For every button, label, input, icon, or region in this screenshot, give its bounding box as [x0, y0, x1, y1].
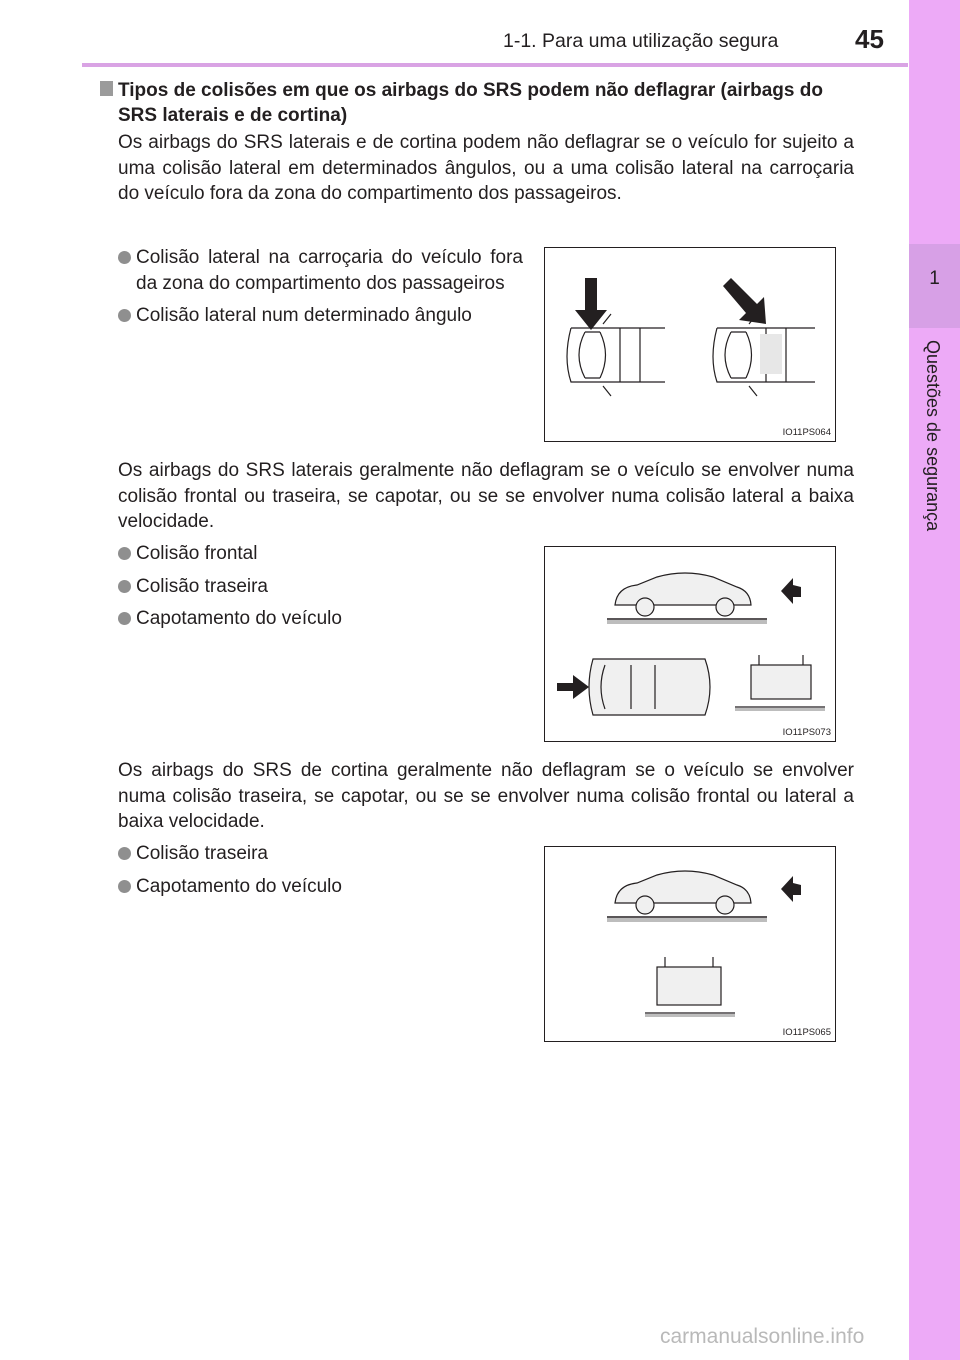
round-bullet-icon — [118, 847, 131, 860]
list-item-text: Capotamento do veículo — [136, 608, 342, 629]
figure-frontal-rear-rollover — [544, 546, 836, 742]
figure-code: IO11PS073 — [782, 727, 831, 738]
arrow-diagonal-icon — [723, 278, 766, 324]
figure-code: IO11PS065 — [782, 1027, 831, 1038]
running-header: 1-1. Para uma utilização segura — [503, 30, 779, 52]
round-bullet-icon — [118, 547, 131, 560]
list-item — [118, 841, 518, 867]
list-item-text: Colisão traseira — [136, 575, 268, 597]
curtain-airbag-paragraph: Os airbags do SRS de cortina geralmente não deflagram se o veículo se envolver numa colisão traseira, se capotar, ou se se envolver numa colisão frontal ou lateral a baixa velocidade. — [118, 760, 854, 832]
figure-code: IO11PS064 — [782, 427, 831, 438]
list-item — [118, 245, 523, 296]
round-bullet-icon — [118, 880, 131, 893]
section-heading — [100, 78, 860, 128]
section-heading-text: Tipos de colisões em que os airbags do SRS podem não deflagrar (airbags do SRS laterais e de cortina) — [118, 80, 823, 126]
list-item-text: Capotamento do veículo — [136, 875, 342, 897]
arrow-left-icon — [781, 876, 801, 902]
square-bullet-icon — [100, 81, 113, 96]
side-collision-list — [118, 245, 523, 336]
car-top-view-illustration — [545, 248, 835, 441]
intro-paragraph: Os airbags do SRS laterais e de cortina podem não deflagrar se o veículo for sujeito a uma colisão lateral em determinados ângulos, ou a uma colisão lateral na carroçaria do veículo fora da zona do compartimento dos passageiros. — [118, 132, 854, 204]
arrow-right-icon — [557, 675, 589, 699]
side-airbag-paragraph: Os airbags do SRS laterais geralmente não deflagram se o veículo se envolver numa colisão frontal ou traseira, se capotar, ou se se envolver numa colisão lateral a baixa velocidade. — [118, 460, 854, 532]
list-item — [118, 874, 518, 900]
watermark: carmanualsonline.info — [660, 1325, 865, 1348]
list-item — [118, 541, 518, 567]
header-rule — [82, 63, 908, 67]
chapter-side-tab — [909, 0, 960, 1360]
curtain-airbag-list — [118, 841, 518, 906]
arrow-down-icon — [575, 278, 607, 330]
list-item-text: Colisão lateral num determinado ângulo — [136, 305, 472, 326]
list-item — [118, 303, 523, 329]
list-item — [118, 574, 518, 600]
car-rear-rollover-illustration — [545, 847, 835, 1041]
round-bullet-icon — [118, 251, 131, 264]
arrow-left-icon — [781, 578, 801, 604]
round-bullet-icon — [118, 612, 131, 625]
car-collision-illustration — [545, 547, 835, 741]
figure-rear-rollover — [544, 846, 836, 1042]
round-bullet-icon — [118, 580, 131, 593]
side-airbag-list — [118, 541, 518, 639]
page-number: 45 — [855, 24, 884, 54]
list-item — [118, 606, 518, 632]
figure-side-collisions — [544, 247, 836, 442]
round-bullet-icon — [118, 309, 131, 322]
list-item-text: Colisão lateral na carroçaria do veículo fora da zona do compartimento dos passageiros — [136, 247, 523, 294]
chapter-number: 1 — [929, 268, 940, 289]
list-item-text: Colisão traseira — [136, 843, 268, 864]
chapter-title: Questões de segurança — [923, 340, 943, 532]
list-item-text: Colisão frontal — [136, 543, 258, 564]
